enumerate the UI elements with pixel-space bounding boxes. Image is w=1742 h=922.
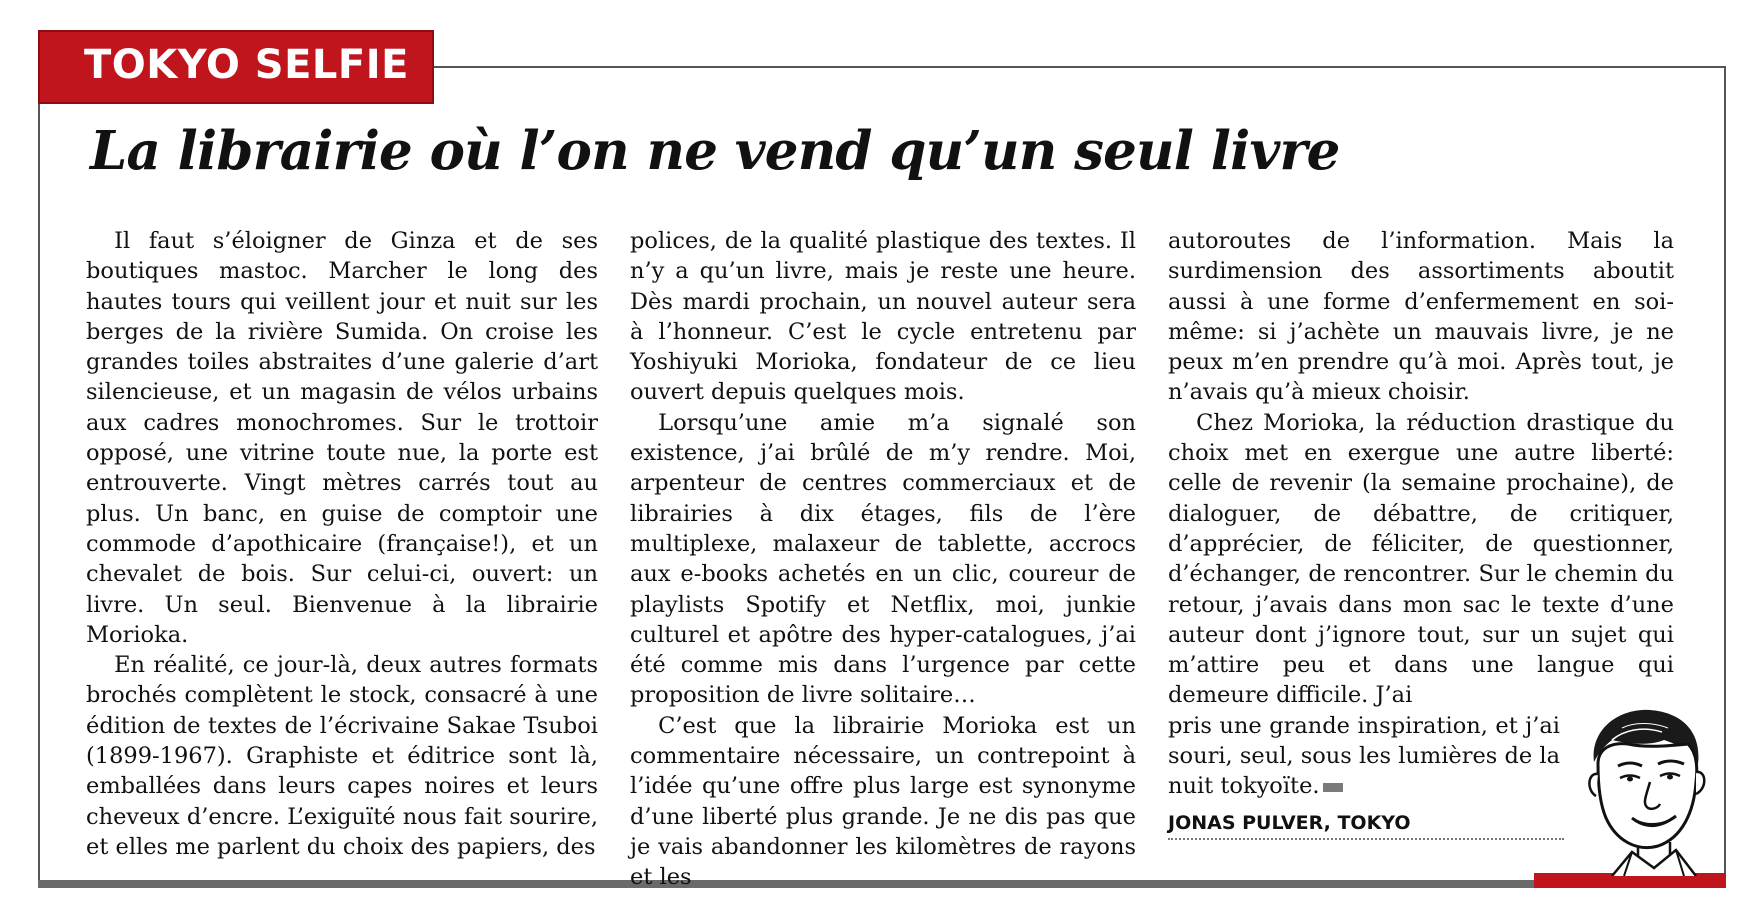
author-portrait-icon — [1572, 700, 1720, 876]
paragraph-ending — [1168, 711, 1560, 802]
text-column-2 — [630, 226, 1136, 893]
paragraph-ending-text: pris une grande inspiration, et j’ai souri, seul, sous les lumières de la nuit tokyoïte. — [1168, 712, 1560, 800]
article-headline: La librairie où l’on ne vend qu’un seul livre — [90, 120, 1340, 182]
paragraph: Il faut s’éloigner de Ginza et de ses boutiques mastoc. Marcher le long des hautes tours qui veillent jour et nuit sur les berges de la rivière Sumida. On croise les grandes toiles abstraites d’une galerie d’art silencieuse, et un magasin de vélos urbains aux cadres monochromes. Sur le trottoir opposé, une vitrine toute nue, la porte est entrouverte. Vingt mètres carrés tout au plus. Un banc, en guise de comptoir une commode d’apothicaire (française!), et un chevalet de bois. Sur celui-ci, ouvert: un livre. Un seul. Bienvenue à la librairie Morioka. — [86, 228, 598, 648]
byline-dotted-rule — [1168, 838, 1564, 840]
paragraph: Chez Morioka, la réduction drastique du choix met en exergue une autre liberté: celle de revenir (la semaine prochaine), de dialoguer, de débattre, de critiquer, d’apprécier, de féliciter, de questionner, d’échanger, de rencontrer. Sur le chemin du retour, j’avais dans mon sac le texte d’une auteur dont j’ignore tout, sur un sujet qui m’attire peu et dans une langue qui demeure difficile. J’ai — [1168, 409, 1674, 709]
text-column-1 — [86, 226, 598, 862]
rubric-text: TOKYO SELFIE — [84, 42, 409, 88]
end-mark-icon — [1323, 783, 1343, 792]
author-byline: JONAS PULVER, TOKYO — [1168, 812, 1411, 834]
paragraph: autoroutes de l’information. Mais la surdimension des assortiments aboutit aussi à une forme d’enfermement en soi-même: si j’achète un mauvais livre, je ne peux m’en prendre qu’à moi. Après tout, je n’avais qu’à mieux choisir. — [1168, 228, 1674, 406]
paragraph: Lorsqu’une amie m’a signalé son existence, j’ai brûlé de m’y rendre. Moi, arpenteur de centres commerciaux et de librairies à dix étages, fils de l’ère multiplexe, malaxeur de tablette, accrocs aux e-books achetés en un clic, coureur de playlists Spotify et Netflix, moi, junkie culturel et apôtre des hyper-catalogues, j’ai été comme mis dans l’urgence par cette proposition de livre solitaire… — [630, 409, 1136, 709]
paragraph: En réalité, ce jour-là, deux autres formats brochés complètent le stock, consacré à une édition de textes de l’écrivaine Sakae Tsuboi (1899-1967). Graphiste et éditrice sont là, emballées dans leurs capes noires et leurs cheveux d’encre. L’exiguïté nous fait sourire, et elles me parlent du choix des papiers, des — [86, 652, 598, 860]
paragraph: C’est que la librairie Morioka est un commentaire nécessaire, un contrepoint à l’idée qu’une offre plus large est synonyme d’une liberté plus grande. Je ne dis pas que je vais abandonner les kilomètres de rayons et les — [630, 712, 1136, 891]
rubric-label — [38, 30, 434, 104]
paragraph: polices, de la qualité plastique des textes. Il n’y a qu’un livre, mais je reste une heure. Dès mardi prochain, un nouvel auteur sera à l’honneur. C’est le cycle entretenu par Yoshiyuki Morioka, fondateur de ce lieu ouvert depuis quelques mois. — [630, 228, 1136, 406]
